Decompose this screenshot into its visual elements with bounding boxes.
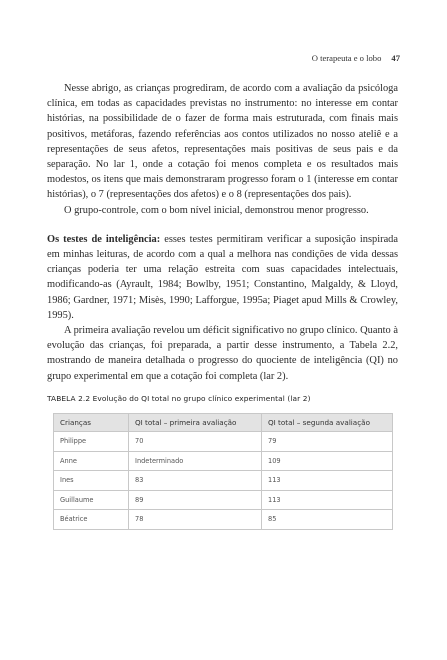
table-row (54, 510, 393, 530)
section-lead-in: Os testes de inteligência: (47, 233, 161, 245)
table-caption: TABELA 2.2 Evolução do QI total no grupo clínico experimental (lar 2) (47, 394, 311, 403)
table-cell: 70 (129, 432, 262, 452)
table-header-row (54, 414, 393, 432)
table-cell: 83 (129, 471, 262, 491)
table-cell: Philippe (54, 432, 129, 452)
paragraph-4: A primeira avaliação revelou um déficit significativo no grupo clínico. Quanto à evolução das crianças, foi preparada, a partir desse instrumento, a Tabela 2.2, mostrando de maneira detalhada o progresso do quociente de inteligência (QI) no grupo experimental em que a cotação foi completa (lar 2). (47, 325, 398, 382)
paragraph-3 (47, 232, 398, 323)
qi-table (53, 413, 393, 530)
page-number: 47 (391, 53, 400, 63)
table-cell: Ines (54, 471, 129, 491)
running-title: O terapeuta e o lobo (311, 53, 382, 63)
table-row (54, 490, 393, 510)
table-cell: 79 (262, 432, 393, 452)
table-row (54, 451, 393, 471)
table-row (54, 471, 393, 491)
paragraph-1: Nesse abrigo, as crianças progrediram, de acordo com a avaliação da psicóloga clínica, em todas as capacidades previstas no instrumento: no interesse em contar histórias, na possibilidade de o fazer de forma mais estruturada, com finais mais positivos, metáforas, fazendo referências aos contos utilizados no nosso ateliê e a representações de seus afetos, representações mais positivas de seus pais e da separação. No lar 1, onde a cotação foi menos completa e os resultados mais modestos, os itens que mais demonstraram progresso foram o 1 (interesse em contar histórias), o 7 (representações dos afetos) e o 8 (representações dos pais). (47, 83, 398, 201)
table-cell: 78 (129, 510, 262, 530)
column-header: QI total – primeira avaliação (129, 414, 262, 432)
running-head (312, 53, 400, 63)
table-cell: 113 (262, 490, 393, 510)
paragraph-3-text: esses testes permitiram verificar a suposição inspirada em minhas leituras, de acordo com a qual a melhora nas condições de vida dessas crianças poderia ter uma relação estreita com suas capacidades intelectuais, modificando-as (Ayrault, 1984; Bowlby, 1951; Constantino, Malgaldy, & Lloyd, 1986; Gardner, 1971; Misès, 1990; Lafforgue, 1995a; Piaget apud Mills & Crowley, 1995). (47, 233, 398, 321)
column-header: QI total – segunda avaliação (262, 414, 393, 432)
table-cell: 89 (129, 490, 262, 510)
paragraph-2: O grupo-controle, com o bom nível inicial, demonstrou menor progresso. (64, 204, 369, 216)
column-header: Crianças (54, 414, 129, 432)
table-row (54, 432, 393, 452)
table-cell: 85 (262, 510, 393, 530)
table-cell: Guillaume (54, 490, 129, 510)
table-cell: Béatrice (54, 510, 129, 530)
body-text (47, 81, 398, 384)
table-cell: 113 (262, 471, 393, 491)
table-cell: Indeterminado (129, 451, 262, 471)
table-cell: 109 (262, 451, 393, 471)
table-cell: Anne (54, 451, 129, 471)
